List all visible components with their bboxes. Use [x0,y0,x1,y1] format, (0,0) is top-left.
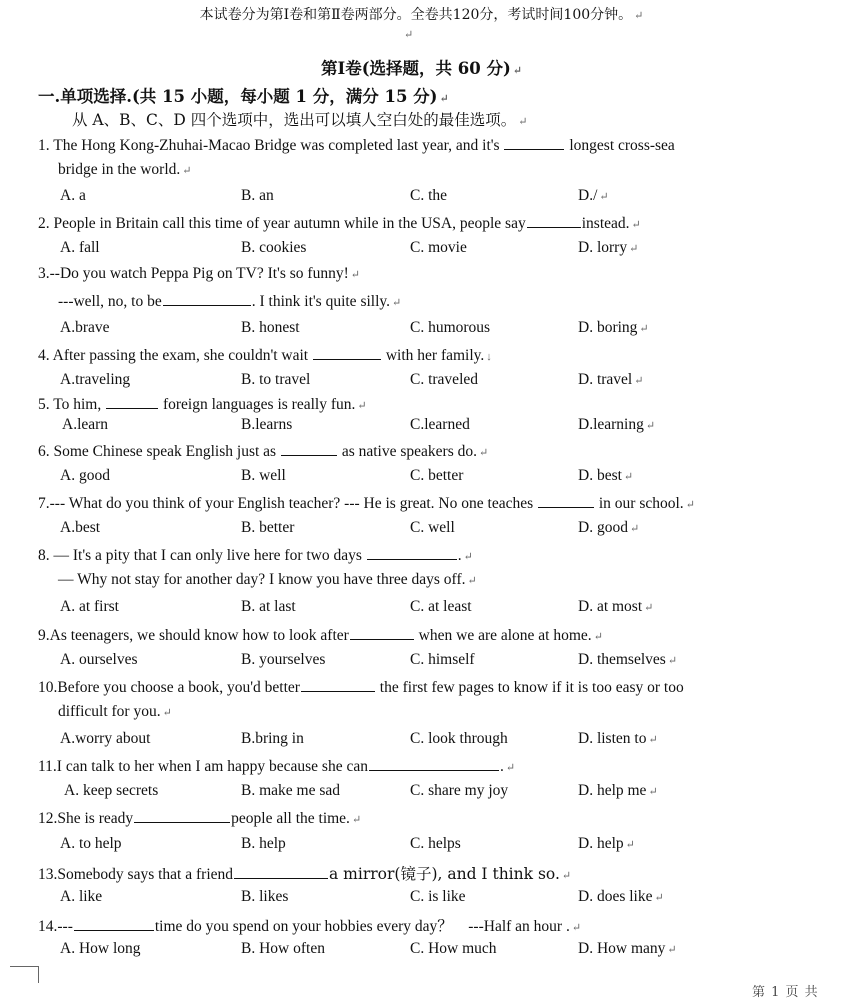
answer-blank [281,441,337,456]
q4-option-d: D. travel ↵ [578,371,644,388]
q10-option-d: D. listen to ↵ [578,730,658,747]
answer-blank [301,677,375,692]
q14-option-c: C. How much [410,940,497,957]
q4-option-a: A.traveling [60,371,131,388]
q3-option-a: A.brave [60,319,110,336]
question-9-text: 9.As teenagers, we should know how to look after when we are alone at home. ↵ [38,627,603,644]
q8-option-c: C. at least [410,598,472,615]
q11-option-b: B. make me sad [241,782,341,799]
q1-option-a: A. a [60,187,86,204]
question-8-text: 8. — It's a pity that I can only live here for two days . ↵ [38,547,473,564]
q11-option-d: D. help me ↵ [578,782,658,799]
q7-option-b: B. better [241,519,295,536]
q3-option-b: B. honest [241,319,300,336]
answer-blank [538,493,594,508]
answer-blank [350,625,414,640]
q2-option-c: C. movie [410,239,467,256]
q7-option-a: A.best [60,519,101,536]
answer-blank [504,135,564,150]
exam-instructions-header: 本试卷分为第Ⅰ卷和第Ⅱ卷两部分。全卷共120分，考试时间100分钟。 ↵ [199,7,644,23]
q14-option-b: B. How often [241,940,325,957]
q5-option-d: D.learning ↵ [578,416,656,433]
answer-blank [74,916,154,931]
answer-blank [234,864,328,879]
paragraph-mark: ↵ [404,29,414,41]
q4-option-c: C. traveled [410,371,479,388]
q1-option-d: D./ ↵ [578,187,609,204]
q13-option-a: A. like [60,888,103,905]
q6-option-a: A. good [60,467,110,484]
q10-option-c: C. look through [410,730,508,747]
q4-option-b: B. to travel [241,371,311,388]
q10-option-a: A.worry about [60,730,151,747]
q6-option-b: B. well [241,467,286,484]
q1-option-c: C. the [410,187,448,204]
answer-blank [106,394,158,409]
q13-option-b: B. likes [241,888,289,905]
question-3-text-cont: ---well, no, to be . I think it's quite silly. ↵ [58,293,402,310]
q2-option-b: B. cookies [241,239,307,256]
q8-option-a: A. at first [60,598,119,615]
q8-option-b: B. at last [241,598,296,615]
q14-option-a: A. How long [60,940,141,957]
answer-blank [134,808,230,823]
question-7-text: 7.--- What do you think of your English teacher? --- He is great. No one teaches in our school. ↵ [38,495,695,512]
q14-option-d: D. How many ↵ [578,940,677,957]
q5-option-b: B.learns [241,416,293,433]
q3-option-c: C. humorous [410,319,491,336]
q7-option-c: C. well [410,519,455,536]
question-13-text: 13.Somebody says that a friend a mirror(镜子), and I think so. ↵ [38,865,572,883]
q11-option-c: C. share my joy [410,782,509,799]
q9-option-a: A. ourselves [60,651,138,668]
q12-option-b: B. help [241,835,286,852]
question-10-text: 10.Before you choose a book, you'd better the first few pages to know if it is too easy or too [38,679,684,696]
question-12-text: 12.She is ready people all the time. ↵ [38,810,362,827]
question-3-text: 3.--Do you watch Peppa Pig on TV? It's so funny! ↵ [38,265,360,282]
question-4-text: 4. After passing the exam, she couldn't wait with her family. ↓ [38,347,492,364]
q12-option-c: C. helps [410,835,461,852]
question-8-text-cont: — Why not stay for another day? I know you have three days off. ↵ [58,571,477,588]
q6-option-c: C. better [410,467,464,484]
q5-option-c: C.learned [410,416,470,433]
q1-option-b: B. an [241,187,274,204]
answer-blank [527,213,581,228]
question-5-text: 5. To him, foreign languages is really fun. ↵ [38,396,367,413]
q10-option-b: B.bring in [241,730,304,747]
q12-option-a: A. to help [60,835,122,852]
q13-option-c: C. is like [410,888,466,905]
answer-blank [313,345,381,360]
question-14-text: 14.--- time do you spend on your hobbies every day？ ---Half an hour . ↵ [38,918,582,935]
q7-option-d: D. good ↵ [578,519,640,536]
question-10-text-cont: difficult for you. ↵ [58,703,172,720]
q6-option-d: D. best ↵ [578,467,634,484]
q9-option-b: B. yourselves [241,651,326,668]
question-1-text-cont: bridge in the world. ↵ [58,161,192,178]
q8-option-d: D. at most ↵ [578,598,654,615]
part-title: 第Ⅰ卷(选择题，共 60 分) ↵ [320,59,522,78]
q5-option-a: A.learn [62,416,109,433]
page-number-footer: 第 1 页 共 [752,985,819,1000]
question-2-text: 2. People in Britain call this time of year autumn while in the USA, people say instead. ↵ [38,215,641,232]
q9-option-c: C. himself [410,651,475,668]
q12-option-d: D. help ↵ [578,835,635,852]
q2-option-d: D. lorry ↵ [578,239,639,256]
section-title: 一.单项选择.(共 15 小题，每小题 1 分，满分 15 分) ↵ [38,87,449,106]
question-6-text: 6. Some Chinese speak English just as as native speakers do. ↵ [38,443,489,460]
question-1-text: 1. The Hong Kong-Zhuhai-Macao Bridge was completed last year, and it's longest cross-sea [38,137,675,154]
answer-blank [367,545,457,560]
question-11-text: 11.I can talk to her when I am happy because she can . ↵ [38,758,516,775]
q9-option-d: D. themselves ↵ [578,651,678,668]
q3-option-d: D. boring ↵ [578,319,649,336]
q13-option-d: D. does like ↵ [578,888,664,905]
answer-blank [163,291,251,306]
answer-blank [369,756,499,771]
page-corner-marker [10,966,39,983]
q11-option-a: A. keep secrets [64,782,159,799]
section-instruction: 从 A、B、C、D 四个选项中，选出可以填人空白处的最佳选项。 ↵ [72,111,528,129]
q2-option-a: A. fall [60,239,100,256]
